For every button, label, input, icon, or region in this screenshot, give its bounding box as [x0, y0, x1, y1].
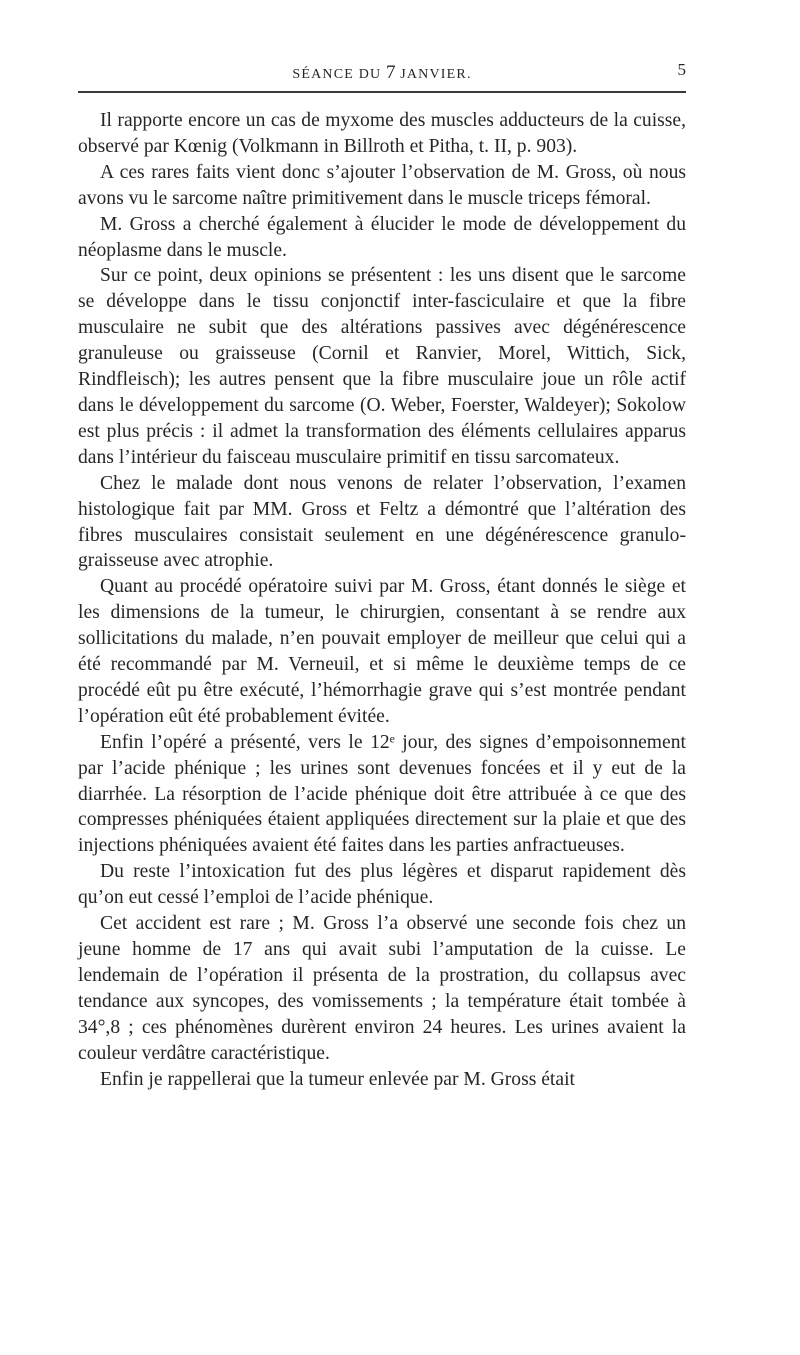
header-rule: [78, 91, 686, 93]
paragraph: Cet accident est rare ; M. Gross l’a observé une seconde fois chez un jeune homme de 17 ans qui avait subi l’amputation de la cuisse. Le lendemain de l’opération il présenta de la prostration, du collapsus avec tendance aux syncopes, des vomissements ; la température était tombée à 34°,8 ; ces phénomènes durèrent environ 24 heures. Les urines avaient la couleur verdâtre caractéristique.: [78, 913, 686, 1064]
paragraph: Enfin l’opéré a présenté, vers le 12ᵉ jour, des signes d’empoisonnement par l’acide phénique ; les urines sont devenues foncées et il y eut de la diarrhée. La résorption de l’acide phénique doit être attribuée à ce que des compresses phéniquées étaient appliquées directement sur la plaie et que des injections phéniquées avaient été faites dans les parties anfractueuses.: [78, 731, 686, 857]
paragraph: Enfin je rappellerai que la tumeur enlevée par M. Gross était: [100, 1068, 575, 1090]
paragraph: Il rapporte encore un cas de myxome des muscles adducteurs de la cuisse, observé par Kœnig (Volkmann in Billroth et Pitha, t. II, p. 903).: [78, 110, 686, 157]
paragraph: M. Gross a cherché également à élucider le mode de développement du néoplasme dans le muscle.: [78, 213, 686, 261]
paragraph: Du reste l’intoxication fut des plus légères et disparut rapidement dès qu’on eut cessé l’emploi de l’acide phénique.: [78, 861, 686, 909]
page-number: 5: [677, 60, 686, 79]
running-title-suffix: JANVIER.: [395, 67, 472, 82]
running-title: [78, 62, 686, 84]
paragraph: A ces rares faits vient donc s’ajouter l’observation de M. Gross, où nous avons vu le sarcome naître primitivement dans le muscle triceps fémoral.: [78, 161, 686, 209]
running-title-prefix: SÉANCE DU: [292, 67, 387, 82]
body-text: [78, 108, 686, 1092]
running-head: [78, 58, 686, 84]
paragraph: Sur ce point, deux opinions se présentent : les uns disent que le sarcome se développe dans le tissu conjonctif inter-fasciculaire et que la fibre musculaire ne subit que des altérations passives avec dégénérescence granuleuse ou graisseuse (Cornil et Ranvier, Morel, Wittich, Sick, Rindfleisch); les autres pensent que la fibre musculaire joue un rôle actif dans le développement du sarcome (O. Weber, Foerster, Waldeyer); Sokolow est plus précis : il admet la transformation des éléments cellulaires apparus dans l’intérieur du faisceau musculaire primitif en tissu sarcomateux.: [78, 265, 686, 468]
running-title-day: 7: [386, 62, 396, 83]
paragraph: Chez le malade dont nous venons de relater l’observation, l’examen histologique fait par MM. Gross et Feltz a démontré que l’altération des fibres musculaires consistait seulement en une dégénérescence granulo-graisseuse avec atrophie.: [78, 472, 686, 572]
paragraph: Quant au procédé opératoire suivi par M. Gross, étant donnés le siège et les dimensions de la tumeur, le chirurgien, consentant à se rendre aux sollicitations du malade, n’en pouvait employer de meilleur que celui qui a été recommandé par M. Verneuil, et si même le deuxième temps de ce procédé eût pu être exécuté, l’hémorrhagie grave qui s’est montrée pendant l’opération eût été probablement évitée.: [78, 576, 686, 727]
